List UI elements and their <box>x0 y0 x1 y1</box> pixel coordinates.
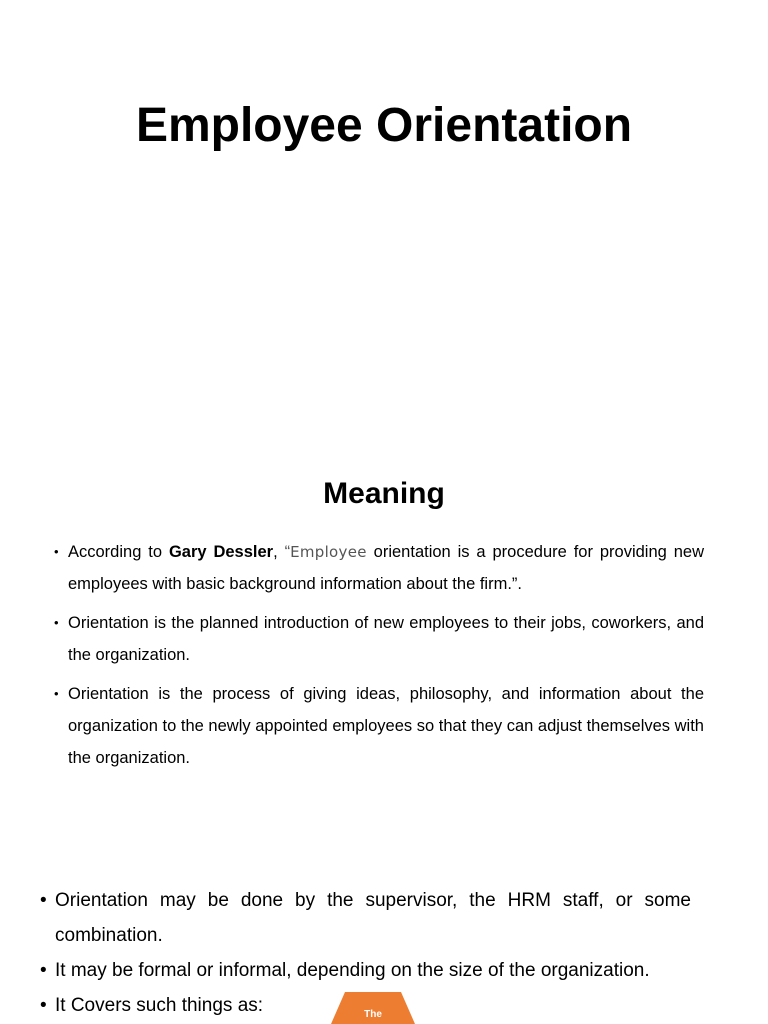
pyramid-label: The <box>364 1009 382 1020</box>
quoted-word: Employee <box>290 543 367 561</box>
bullet-item-who: • Orientation may be done by the supervisor, the HRM staff, or some combination. <box>40 883 691 953</box>
details-slide <box>0 840 768 1024</box>
bullet-item-definition <box>54 536 704 600</box>
meaning-slide <box>0 440 768 840</box>
author-name: Gary Dessler <box>168 543 274 561</box>
bullet-item-covers: • It Covers such things as: <box>40 988 691 1023</box>
open-quote-mark: “ <box>284 543 291 561</box>
pyramid-diagram-top <box>331 992 415 1024</box>
bullet-item-process: • Orientation is the process of giving ideas, philosophy, and information about the organization to the newly appointed employees so that they can adjust themselves with the organization. <box>54 678 704 774</box>
slide-title: Employee Orientation <box>135 99 633 152</box>
meaning-bullet-list <box>54 536 704 781</box>
bullet-rest-text: orientation is a procedure for providing new employees with basic background information about the firm.”. <box>68 543 704 593</box>
bullet-comma: , <box>273 543 285 561</box>
section-heading: Meaning <box>323 477 445 510</box>
bullet-item-introduction: • Orientation is the planned introduction of new employees to their jobs, coworkers, and the organization. <box>54 607 704 671</box>
bullet-lead-text: According to <box>68 543 169 561</box>
bullet-item-formality: • It may be formal or informal, depending on the size of the organization. <box>40 953 691 988</box>
title-slide <box>0 0 768 440</box>
